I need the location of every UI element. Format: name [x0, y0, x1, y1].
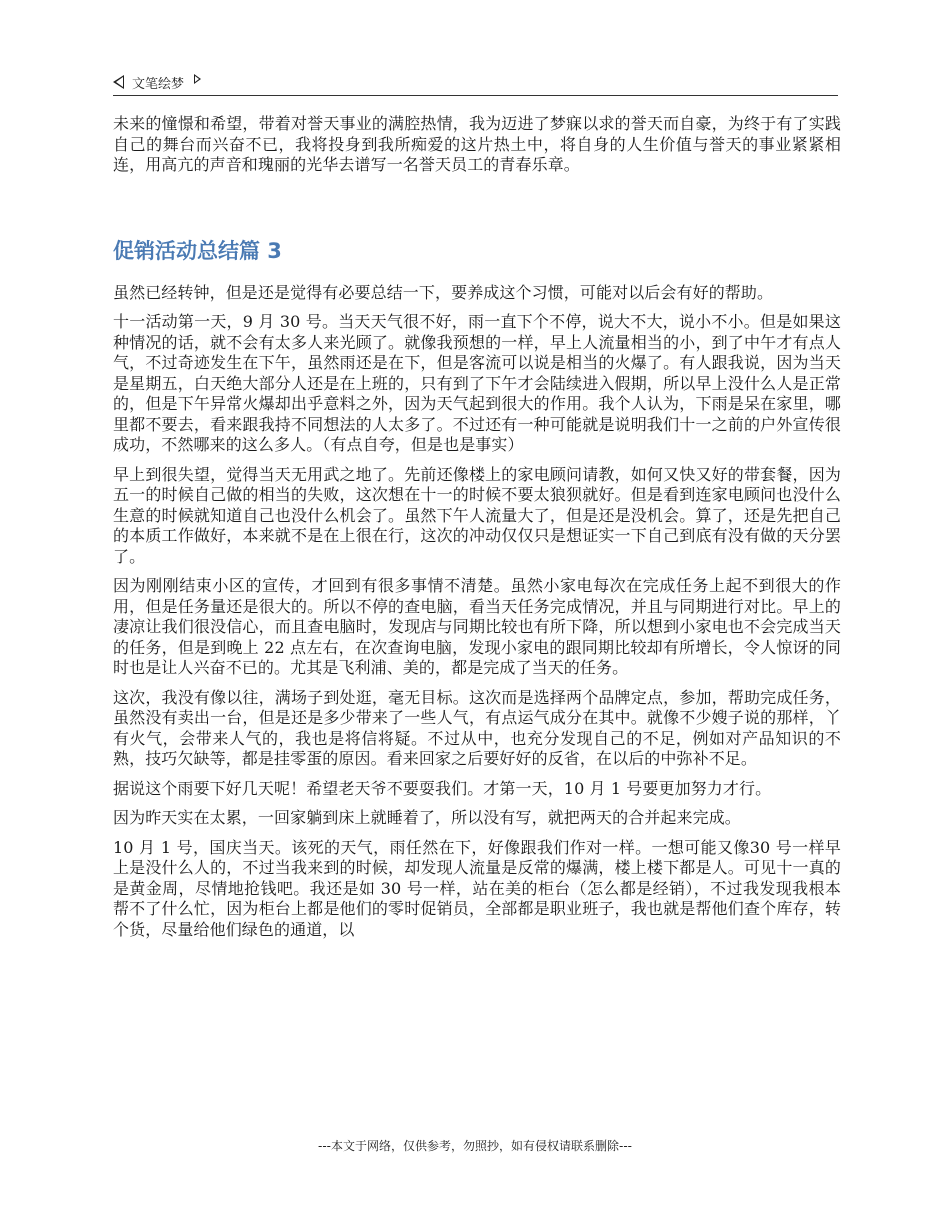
paragraph-8: 10 月 1 号，国庆当天。该死的天气，雨任然在下，好像跟我们作对一样。一想可能又像30 号一样早上是没什么人的，不过当我来到的时候，却发现人流量是反常的爆满，楼上楼下都是人。可见十一真的是黄金周，尽情地抢钱吧。我还是如 30 号一样，站在美的柜台（怎么都是经销），不过我发现我根本帮不了什么忙，因为柜台上都是他们的零时促销员，全部都是职业班子，我也就是帮他们查个库存，转个货，尽量给他们绿色的通道，以 — [113, 837, 841, 939]
paragraph-6: 据说这个雨要下好几天呢！希望老天爷不要耍我们。才第一天，10 月 1 号要更加努力才行。 — [113, 778, 772, 798]
header-divider — [113, 95, 838, 96]
paragraph-4: 因为刚刚结束小区的宣传，才回到有很多事情不清楚。虽然小家电每次在完成任务上起不到很大的作用，但是任务量还是很大的。所以不停的查电脑，看当天任务完成情况，并且与同期进行对比。早上的凄凉让我们很没信心，而且查电脑时，发现店与同期比较也有所下降，所以想到小家电也不会完成当天的任务，但是到晚上 22 点左右，在次查询电脑，发现小家电的跟同期比较却有所增长，令人惊讶的同时也是让人兴奋不已的。尤其是飞利浦、美的，都是完成了当天的任务。 — [113, 576, 841, 677]
page-header — [113, 71, 838, 93]
paragraph-3: 早上到很失望，觉得当天无用武之地了。先前还像楼上的家电顾问请教，如何又快又好的带套餐，因为五一的时候自己做的相当的失败，这次想在十一的时候不要太狼狈就好。但是看到连家电顾问也没什么生意的时候就知道自己也没什么机会了。虽然下午人流量大了，但是还是没机会。算了，还是先把自己的本质工作做好，本来就不是在上很在行，这次的冲动仅仅只是想证实一下自己到底有没有做的天分罢了。 — [113, 464, 841, 566]
paragraph-7: 因为昨天实在太累，一回家躺到床上就睡着了，所以没有写，就把两天的合并起来完成。 — [113, 808, 741, 827]
triangle-right-icon — [194, 74, 201, 84]
intro-paragraph: 未来的憧憬和希望，带着对誉天事业的满腔热情，我为迈进了梦寐以求的誉天而自豪，为终于有了实践自己的舞台而兴奋不已，我将投身到我所痴爱的这片热土中，将自身的人生价值与誉天的事业紧紧相连，用高亢的声音和瑰丽的光华去谱写一名誉天员工的青春乐章。 — [113, 114, 841, 174]
document-body — [113, 114, 841, 949]
paragraph-5: 这次，我没有像以往，满场子到处逛，毫无目标。这次而是选择两个品牌定点，参加，帮助完成任务，虽然没有卖出一台，但是还是多少带来了一些人气，有点运气成分在其中。就像不少嫂子说的那样，丫有火气，会带来人气的，我也是将信将疑。不过从中，也充分发现自己的不足，例如对产品知识的不熟，技巧欠缺等，都是挂零蛋的原因。看来回家之后要好好的反省，在以后的中弥补不足。 — [113, 687, 841, 768]
triangle-left-icon — [113, 75, 124, 89]
paragraph-1: 虽然已经转钟，但是还是觉得有必要总结一下，要养成这个习惯，可能对以后会有好的帮助。 — [113, 282, 774, 302]
paragraph-2: 十一活动第一天，9 月 30 号。当天天气很不好，雨一直下个不停，说大不大，说小不小。但是如果这种情况的话，就不会有太多人来光顾了。就像我预想的一样，早上人流量相当的小，到了中午才有点人气，不过奇迹发生在下午，虽然雨还是在下，但是客流可以说是相当的火爆了。有人跟我说，因为当天是星期五，白天绝大部分人还是在上班的，只有到了下午才会陆续进入假期，所以早上没什么人是正常的，但是下午异常火爆却出乎意料之外，因为天气起到很大的作用。我个人认为，下雨是呆在家里，哪里都不要去，看来跟我持不同想法的人太多了。不过还有一种可能就是说明我们十一之前的户外宣传很成功，不然哪来的这么多人。（有点自夸，但是也是事实） — [113, 312, 841, 454]
header-title: 文笔绘梦 — [132, 76, 185, 92]
page-footer: ---本文于网络，仅供参考，勿照抄，如有侵权请联系删除--- — [318, 1139, 632, 1153]
section-title: 促销活动总结篇 3 — [113, 238, 282, 263]
